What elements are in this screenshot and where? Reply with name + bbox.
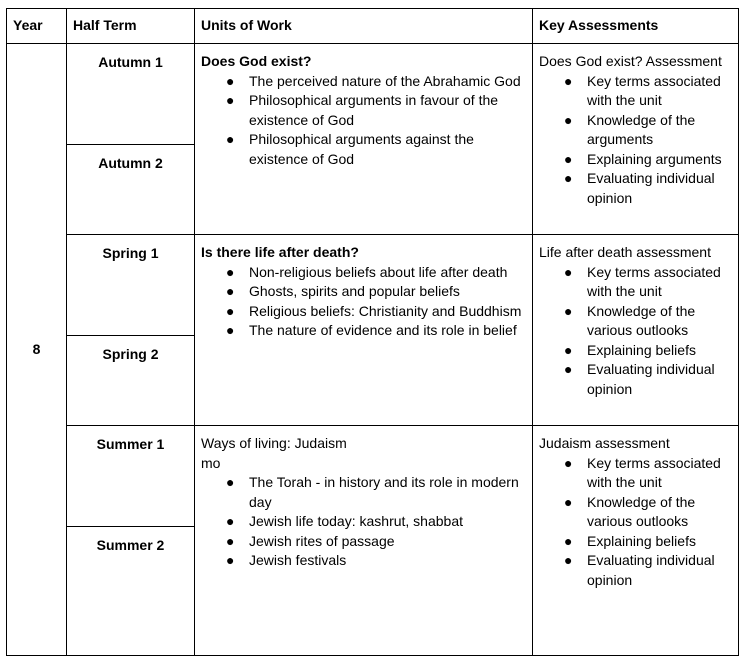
assessment-bullet-list bbox=[539, 263, 732, 400]
unit-title: Does God exist? bbox=[201, 53, 312, 69]
bullet-icon: ● bbox=[564, 72, 573, 89]
bullet-icon: ● bbox=[226, 263, 235, 280]
list-item: ● Non-religious beliefs about life after death bbox=[201, 263, 526, 283]
assessment-cell bbox=[533, 426, 739, 656]
unit-bullet-list bbox=[201, 263, 526, 341]
list-item: ● Knowledge of the arguments bbox=[564, 111, 696, 147]
assessment-bullet-list bbox=[539, 454, 732, 591]
list-item: ● Knowledge of the various outlooks bbox=[564, 302, 696, 338]
bullet-icon: ● bbox=[564, 170, 573, 186]
half-term-cell: Summer 2 bbox=[67, 527, 195, 656]
bullet-icon: ● bbox=[226, 474, 235, 490]
list-item: ● Key terms associated with the unit bbox=[564, 263, 721, 299]
list-item: ● Key terms associated with the unit bbox=[564, 72, 721, 108]
list-item: ● Religious beliefs: Christianity and Buddhism bbox=[201, 302, 526, 322]
bullet-icon: ● bbox=[226, 92, 235, 108]
list-item: ● Explaining beliefs bbox=[539, 532, 732, 552]
list-item: ● Evaluating individual opinion bbox=[564, 170, 715, 206]
bullet-icon: ● bbox=[226, 532, 235, 549]
half-term-cell: Autumn 1 bbox=[67, 44, 195, 145]
bullet-icon: ● bbox=[226, 513, 235, 529]
half-term-cell: Spring 1 bbox=[67, 235, 195, 336]
bullet-icon: ● bbox=[564, 150, 573, 167]
unit-cell bbox=[195, 426, 533, 656]
list-item: ● Evaluating individual opinion bbox=[564, 552, 715, 588]
list-item: ● Philosophical arguments in favour of the existence of God bbox=[226, 92, 499, 128]
unit-cell bbox=[195, 44, 533, 235]
bullet-icon: ● bbox=[564, 111, 573, 128]
unit-bullet-list bbox=[201, 473, 526, 571]
unit-cell bbox=[195, 235, 533, 426]
unit-extra-text: mo bbox=[201, 454, 221, 471]
bullet-icon: ● bbox=[564, 302, 573, 319]
year-cell: 8 bbox=[7, 44, 67, 656]
list-item: ● The Torah - in history and its role in modern day bbox=[226, 474, 519, 510]
unit-title: Is there life after death? bbox=[201, 244, 359, 260]
half-term-cell: Spring 2 bbox=[67, 336, 195, 426]
bullet-icon: ● bbox=[564, 361, 573, 377]
assessment-cell bbox=[533, 44, 739, 235]
table-row bbox=[7, 426, 739, 527]
header-half-term: Half Term bbox=[67, 9, 195, 44]
bullet-icon: ● bbox=[226, 322, 235, 338]
list-item: ● The perceived nature of the Abrahamic God bbox=[201, 72, 526, 92]
bullet-icon: ● bbox=[564, 532, 573, 549]
list-item: ● Jewish life today: kashrut, shabbat bbox=[201, 512, 526, 532]
unit-title: Ways of living: Judaism bbox=[201, 435, 347, 451]
list-item: ● Explaining arguments bbox=[539, 150, 732, 170]
assessment-bullet-list bbox=[539, 72, 732, 209]
bullet-icon: ● bbox=[564, 454, 573, 471]
bullet-icon: ● bbox=[226, 283, 235, 299]
table-row bbox=[7, 44, 739, 145]
list-item: ● Jewish festivals bbox=[201, 551, 526, 571]
bullet-icon: ● bbox=[564, 263, 573, 280]
list-item: ● Explaining beliefs bbox=[539, 341, 732, 361]
bullet-icon: ● bbox=[564, 341, 573, 358]
list-item: ● Key terms associated with the unit bbox=[564, 454, 721, 490]
half-term-cell: Autumn 2 bbox=[67, 145, 195, 235]
list-item: ● The nature of evidence and its role in belief bbox=[201, 321, 526, 341]
list-item: ● Jewish rites of passage bbox=[201, 532, 526, 552]
assessment-title: Judaism assessment bbox=[539, 435, 670, 451]
header-year: Year bbox=[7, 9, 67, 44]
list-item: ● Evaluating individual opinion bbox=[564, 361, 715, 397]
bullet-icon: ● bbox=[226, 302, 235, 319]
list-item: ● Knowledge of the various outlooks bbox=[564, 493, 696, 529]
header-row bbox=[7, 9, 739, 44]
list-item: ● Philosophical arguments against the existence of God bbox=[226, 131, 474, 167]
bullet-icon: ● bbox=[564, 552, 573, 568]
half-term-cell: Summer 1 bbox=[67, 426, 195, 527]
bullet-icon: ● bbox=[226, 72, 235, 89]
assessment-title: Does God exist? Assessment bbox=[539, 53, 722, 69]
unit-bullet-list bbox=[201, 72, 526, 170]
assessment-title: Life after death assessment bbox=[539, 244, 711, 260]
header-units-of-work: Units of Work bbox=[195, 9, 533, 44]
curriculum-table bbox=[6, 8, 739, 656]
list-item: ● Ghosts, spirits and popular beliefs bbox=[201, 282, 526, 302]
table-row bbox=[7, 235, 739, 336]
bullet-icon: ● bbox=[226, 552, 235, 568]
bullet-icon: ● bbox=[226, 131, 235, 147]
header-key-assessments: Key Assessments bbox=[533, 9, 739, 44]
bullet-icon: ● bbox=[564, 493, 573, 510]
assessment-cell bbox=[533, 235, 739, 426]
